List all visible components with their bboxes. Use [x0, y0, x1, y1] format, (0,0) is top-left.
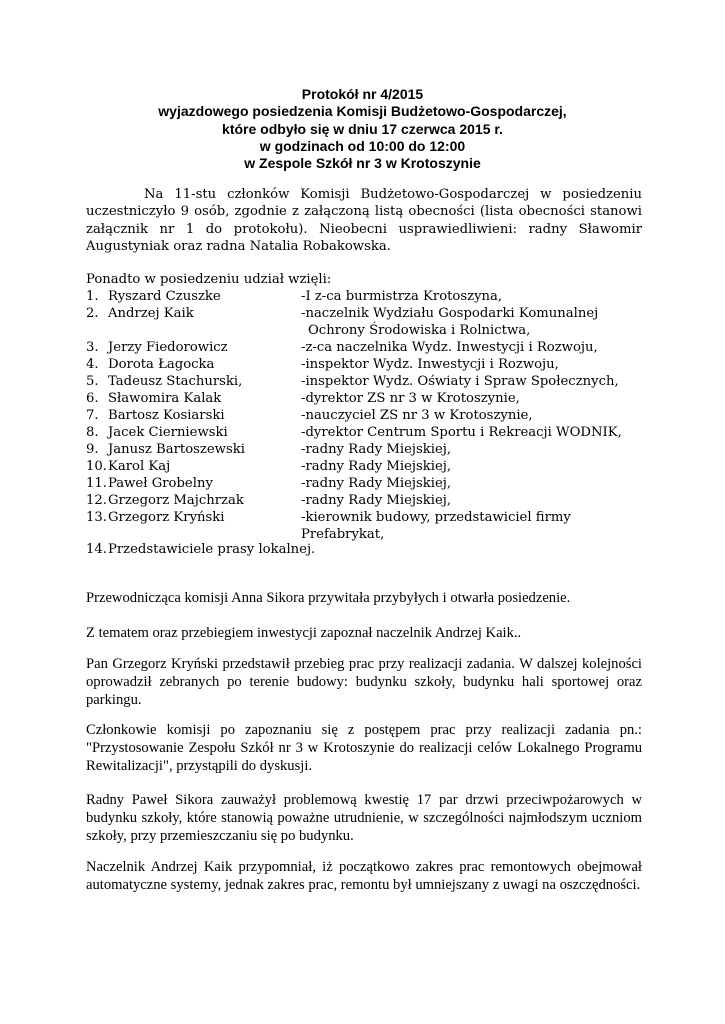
item-number: 9. [86, 442, 99, 457]
attendee-name: Sławomira Kalak [108, 391, 222, 406]
list-item [86, 492, 686, 509]
attendee-name: Ryszard Czuszke [108, 289, 221, 304]
attendee-role: -naczelnik Wydziału Gospodarki Komunalnej [301, 306, 599, 321]
attendee-role-continued: Prefabrykat, [301, 527, 385, 542]
press-representatives: Przedstawiciele prasy lokalnej. [108, 542, 316, 557]
item-number: 5. [86, 374, 99, 389]
attendee-role: -dyrektor Centrum Sportu i Rekreacji WODNIK, [301, 425, 622, 440]
attendee-name: Grzegorz Kryński [108, 510, 225, 525]
item-number: 12. [86, 493, 107, 508]
attendee-role: -radny Rady Miejskiej, [301, 476, 452, 491]
list-item [86, 424, 686, 441]
attendee-name: Jerzy Fiedorowicz [108, 340, 228, 355]
attendee-role: -z-ca naczelnika Wydz. Inwestycji i Rozwoju, [301, 340, 598, 355]
item-number: 13. [86, 510, 107, 525]
attendee-name: Andrzej Kaik [108, 306, 194, 321]
body-paragraph-5: Radny Paweł Sikora zauważył problemową kwestię 17 par drzwi przeciwpożarowych w budynku szkoły, które stanowią poważne utrudnienie, w szczególności najmłodszym uczniom szkoły, przy przemieszczaniu się po budynku. [86, 792, 642, 844]
attendee-name: Bartosz Kosiarski [108, 408, 225, 423]
attendee-role: -nauczyciel ZS nr 3 w Krotoszynie, [301, 408, 533, 423]
attendee-name: Grzegorz Majchrzak [108, 493, 244, 508]
list-item [86, 475, 686, 492]
attendees-list [86, 288, 686, 543]
attendee-name: Paweł Grobelny [108, 476, 213, 491]
item-number: 3. [86, 340, 99, 355]
attendee-name: Dorota Łagocka [108, 357, 215, 372]
item-number: 4. [86, 357, 99, 372]
body-paragraph-6: Naczelnik Andrzej Kaik przypomniał, iż początkowo zakres prac remontowych obejmował automatyczne systemy, jednak zakres prac, remontu był umniejszany z uwagi na oszczędności. [86, 859, 642, 893]
item-number: 8. [86, 425, 99, 440]
item-number: 7. [86, 408, 99, 423]
item-number: 11. [86, 476, 107, 491]
list-item [86, 458, 686, 475]
attendee-role: -kierownik budowy, przedstawiciel firmy [301, 510, 571, 525]
attendee-name: Jacek Cierniewski [108, 425, 228, 440]
attendee-role-continued: Ochrony Środowiska i Rolnictwa, [308, 323, 531, 338]
attendees-heading: Ponadto w posiedzeniu udział wzięli: [86, 272, 332, 287]
body-paragraph-1: Przewodnicząca komisji Anna Sikora przywitała przybyłych i otwarła posiedzenie. [86, 590, 571, 606]
title-line-5: w Zespole Szkół nr 3 w Krotoszynie [244, 155, 481, 172]
attendee-name: Janusz Bartoszewski [108, 442, 245, 457]
list-item [86, 356, 686, 373]
title-line-2: wyjazdowego posiedzenia Komisji Budżetowo-Gospodarczej, [158, 103, 567, 120]
title-line-4: w godzinach od 10:00 do 12:00 [259, 137, 466, 154]
body-paragraph-2: Z tematem oraz przebiegiem inwestycji zapoznał naczelnik Andrzej Kaik.. [86, 625, 522, 641]
attendee-role: -I z-ca burmistrza Krotoszyna, [301, 289, 503, 304]
intro-paragraph: Na 11-stu członków Komisji Budżetowo-Gospodarczej w posiedzeniu uczestniczyło 9 osób, zgodnie z załączoną listą obecności (lista obecności stanowi załącznik nr 1 do protokołu). Nieobecni usprawiedliwieni: radny Sławomir Augustyniak oraz radna Natalia Robakowska. [86, 187, 642, 254]
attendee-name: Karol Kaj [108, 459, 171, 474]
list-item [86, 441, 686, 458]
list-item [86, 339, 686, 356]
title-line-3: które odbyło się w dniu 17 czerwca 2015 r. [222, 120, 503, 137]
body-paragraph-3: Pan Grzegorz Kryński przedstawił przebieg prac przy realizacji zadania. W dalszej kolejności oprowadził zebranych po terenie budowy: budynku szkoły, budynku hali sportowej oraz parkingu. [86, 656, 642, 708]
item-number: 1. [86, 289, 99, 304]
item-number: 14. [86, 542, 107, 557]
list-item [86, 373, 686, 390]
body-paragraph-4: Członkowie komisji po zapoznaniu się z postępem prac przy realizacji zadania pn.: "Przystosowanie Zespołu Szkół nr 3 w Krotoszynie do realizacji celów Lokalnego Programu Rewitalizacji", przystąpili do dyskusji. [86, 722, 642, 774]
list-item [86, 390, 686, 407]
attendee-role: -radny Rady Miejskiej, [301, 459, 452, 474]
item-number: 10. [86, 459, 107, 474]
list-item [86, 288, 686, 305]
attendee-role: -inspektor Wydz. Oświaty i Spraw Społecznych, [301, 374, 619, 389]
item-number: 6. [86, 391, 99, 406]
title-line-1: Protokół nr 4/2015 [301, 86, 424, 102]
attendee-role: -inspektor Wydz. Inwestycji i Rozwoju, [301, 357, 559, 372]
list-item [86, 541, 315, 558]
item-number: 2. [86, 306, 99, 321]
attendee-role: -radny Rady Miejskiej, [301, 493, 452, 508]
list-item [86, 305, 686, 339]
attendee-role: -dyrektor ZS nr 3 w Krotoszynie, [301, 391, 520, 406]
attendee-name: Tadeusz Stachurski, [108, 374, 243, 389]
document-title [0, 86, 725, 172]
attendee-role: -radny Rady Miejskiej, [301, 442, 452, 457]
list-item [86, 407, 686, 424]
list-item [86, 509, 686, 543]
